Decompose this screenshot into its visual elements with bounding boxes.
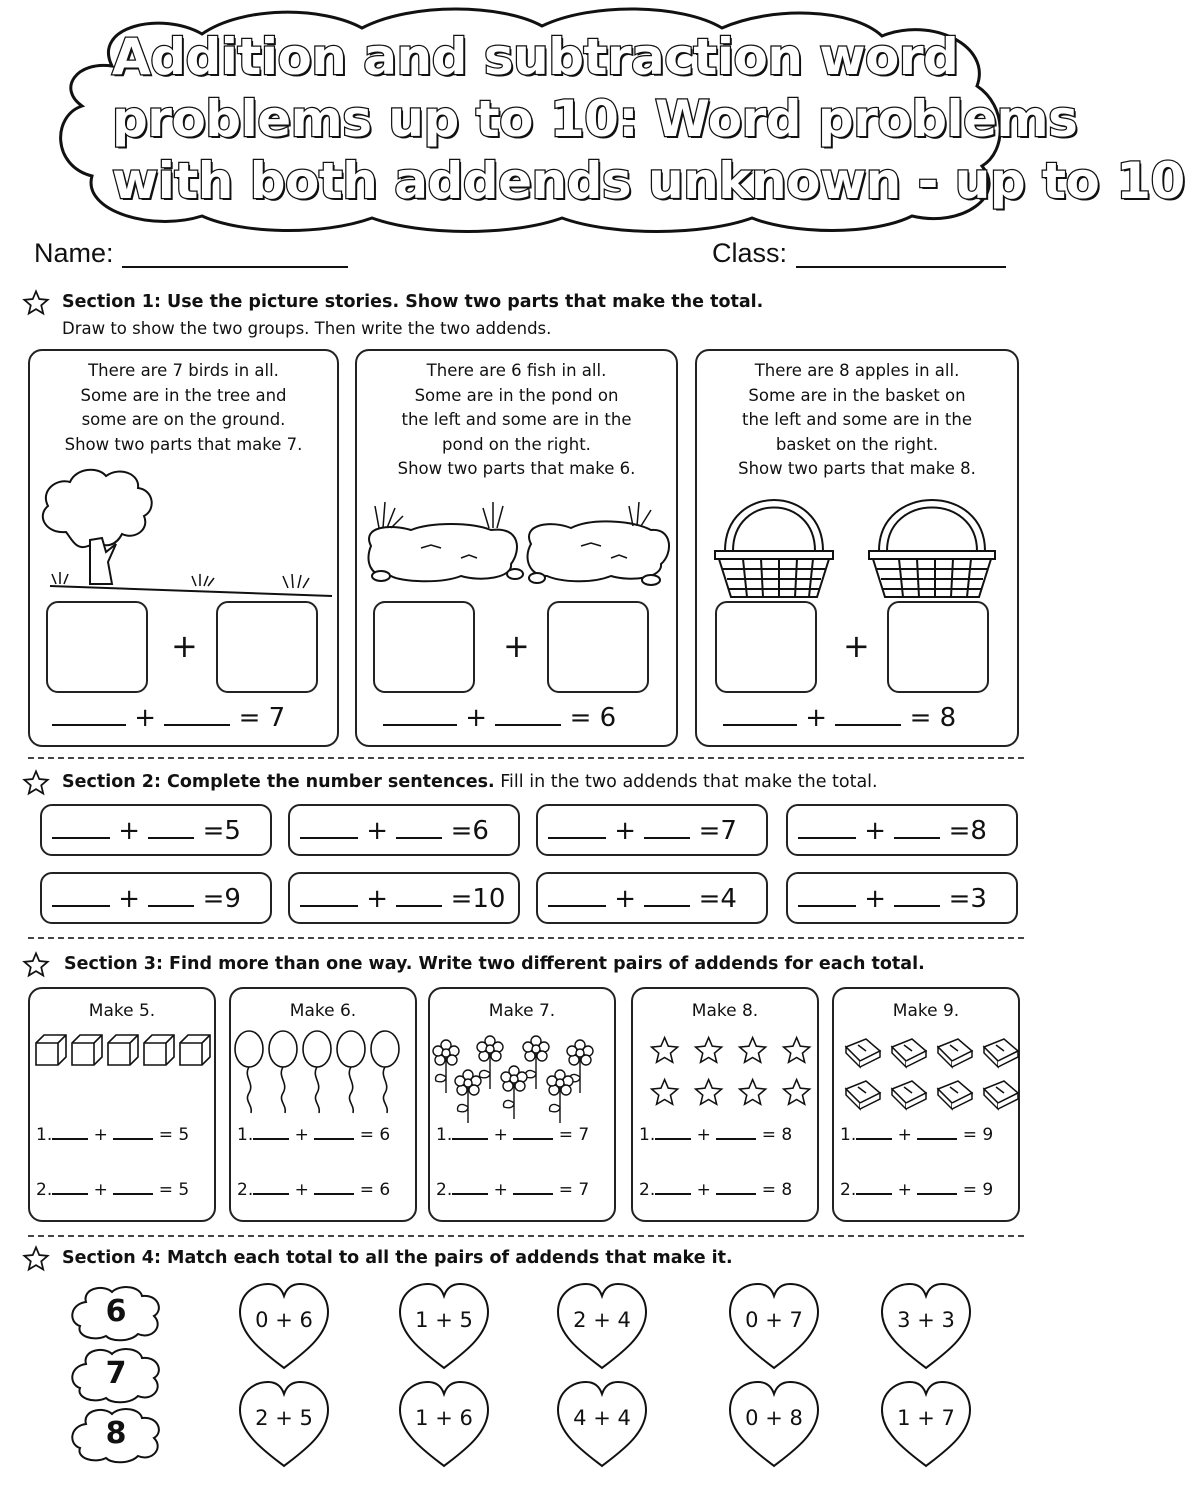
addend-blank-2[interactable]	[314, 1181, 354, 1195]
addend-blank-2[interactable]	[894, 885, 940, 907]
counting-picture	[233, 1029, 417, 1129]
star-icon	[784, 1038, 810, 1063]
make-card	[28, 987, 216, 1222]
addend-blank-2[interactable]	[148, 885, 194, 907]
book-icon	[984, 1081, 1018, 1109]
addend-blank-2[interactable]	[894, 817, 940, 839]
addend-pair: 0 + 7	[745, 1308, 803, 1332]
addend-blank-1[interactable]	[52, 704, 126, 726]
pair-row: 1. + = 6	[237, 1125, 391, 1145]
pair-row: 2. + = 7	[436, 1180, 590, 1200]
addend-blank-1[interactable]	[52, 1126, 88, 1140]
story-text: There are 6 fish in all. Some are in the pond on the left and some are in the pond on the right. Show two parts that make 6.	[397, 361, 636, 478]
book-icon	[938, 1081, 972, 1109]
make-card	[832, 987, 1020, 1222]
pair-row: 1. + = 5	[36, 1125, 190, 1145]
addend-blank-1[interactable]	[723, 704, 797, 726]
equation: + = 8	[723, 703, 956, 733]
star-icon	[22, 769, 50, 797]
total-number: 6	[105, 1294, 127, 1329]
addend-pair-heart[interactable]	[554, 1380, 650, 1470]
cube-icon	[144, 1035, 174, 1065]
star-icon	[784, 1080, 810, 1105]
sentence-total: 5	[224, 816, 241, 846]
addend-blank-2[interactable]	[314, 1126, 354, 1140]
number-sentence	[536, 872, 768, 924]
plus-sign: +	[503, 627, 530, 665]
make-card	[631, 987, 819, 1222]
number-sentence	[288, 804, 520, 856]
addend-pair-heart[interactable]	[878, 1282, 974, 1372]
counting-picture	[432, 1029, 616, 1129]
addend-pair: 3 + 3	[897, 1308, 955, 1332]
answer-box-left[interactable]	[373, 601, 475, 693]
section-1-heading: Section 1: Use the picture stories. Show two parts that make the total.	[62, 292, 764, 312]
answer-box-right[interactable]	[216, 601, 318, 693]
story-text: There are 7 birds in all. Some are in the tree and some are on the ground. Show two parts that make 7.	[64, 361, 303, 454]
story-card-apples	[695, 349, 1019, 747]
sentence-total: 10	[472, 884, 506, 914]
star-icon	[740, 1080, 766, 1105]
balloon-icon	[371, 1031, 399, 1113]
addend-blank-2[interactable]	[513, 1126, 553, 1140]
pair-row: 1. + = 9	[840, 1125, 994, 1145]
make-card	[428, 987, 616, 1222]
answer-box-right[interactable]	[887, 601, 989, 693]
pair-row: 2. + = 5	[36, 1180, 190, 1200]
two-ponds-picture	[361, 496, 675, 596]
total-number: 7	[105, 1356, 127, 1391]
addend-pair: 0 + 6	[255, 1308, 313, 1332]
name-label: Name:	[34, 238, 114, 268]
addend-blank-1[interactable]	[798, 885, 856, 907]
addend-blank-1[interactable]	[452, 1126, 488, 1140]
sentence-total: 7	[720, 816, 737, 846]
sentence-total: 4	[720, 884, 737, 914]
section-2-heading: Section 2: Complete the number sentences. Fill in the two addends that make the total.	[62, 772, 878, 792]
addend-blank-1[interactable]	[856, 1181, 892, 1195]
addend-blank-1[interactable]	[52, 885, 110, 907]
book-icon	[984, 1039, 1018, 1067]
addend-pair-heart[interactable]	[878, 1380, 974, 1470]
addend-blank-2[interactable]	[917, 1181, 957, 1195]
story-card-fish	[355, 349, 678, 747]
sentence-total: 9	[224, 884, 241, 914]
addend-blank-1[interactable]	[452, 1181, 488, 1195]
total-cloud[interactable]	[68, 1284, 164, 1342]
sentence-equation: + =4	[548, 884, 737, 914]
addend-pair-heart[interactable]	[554, 1282, 650, 1372]
addend-blank-2[interactable]	[113, 1181, 153, 1195]
sentence-equation: + =9	[52, 884, 241, 914]
pair-row: 2. + = 8	[639, 1180, 793, 1200]
sentence-equation: + =10	[300, 884, 505, 914]
section-divider	[28, 757, 1024, 759]
make-title: Make 5.	[88, 1001, 156, 1021]
book-icon	[938, 1039, 972, 1067]
addend-blank-2[interactable]	[644, 817, 690, 839]
addend-pair: 4 + 4	[573, 1406, 631, 1430]
counting-picture	[836, 1029, 1020, 1129]
cube-icon	[72, 1035, 102, 1065]
number-sentence	[288, 872, 520, 924]
make-title: Make 6.	[289, 1001, 357, 1021]
sentence-total: 6	[472, 816, 489, 846]
counting-picture	[32, 1029, 216, 1129]
addend-pair: 1 + 6	[415, 1406, 473, 1430]
equation: + = 7	[52, 703, 285, 733]
flower-icon	[523, 1036, 549, 1089]
addend-blank-2[interactable]	[917, 1126, 957, 1140]
sentence-equation: + =5	[52, 816, 241, 846]
flower-icon	[455, 1070, 481, 1123]
addend-blank-2[interactable]	[164, 704, 230, 726]
balloon-icon	[303, 1031, 331, 1113]
pair-row: 1. + = 7	[436, 1125, 590, 1145]
counting-picture	[635, 1029, 819, 1129]
plus-sign: +	[171, 627, 198, 665]
book-icon	[846, 1081, 880, 1109]
balloon-icon	[269, 1031, 297, 1113]
sentence-equation: + =7	[548, 816, 737, 846]
addend-blank-1[interactable]	[798, 817, 856, 839]
sentence-total: 3	[970, 884, 987, 914]
number-sentence	[40, 872, 272, 924]
sentence-equation: + =3	[798, 884, 987, 914]
number-sentence	[40, 804, 272, 856]
addend-blank-2[interactable]	[396, 817, 442, 839]
addend-blank-2[interactable]	[495, 704, 561, 726]
cube-icon	[36, 1035, 66, 1065]
class-field[interactable]	[796, 266, 1006, 268]
addend-blank-1[interactable]	[856, 1126, 892, 1140]
section-divider	[28, 1235, 1024, 1237]
addend-blank-1[interactable]	[253, 1126, 289, 1140]
addend-blank-1[interactable]	[655, 1181, 691, 1195]
book-icon	[892, 1039, 926, 1067]
addend-blank-1[interactable]	[300, 817, 358, 839]
number-sentence	[786, 804, 1018, 856]
addend-blank-2[interactable]	[513, 1181, 553, 1195]
class-label: Class:	[712, 238, 788, 268]
pair-row: 1. + = 8	[639, 1125, 793, 1145]
story-card-birds	[28, 349, 339, 747]
addend-blank-2[interactable]	[148, 817, 194, 839]
addend-pair-heart[interactable]	[236, 1282, 332, 1372]
addend-blank-2[interactable]	[716, 1181, 756, 1195]
story-text: There are 8 apples in all. Some are in the basket on the left and some are in the basket on the right. Show two parts that make 8.	[738, 361, 976, 478]
addend-pair-heart[interactable]	[726, 1380, 822, 1470]
section-1-subtext: Draw to show the two groups. Then write the two addends.	[62, 319, 552, 338]
title-line-3: with both addends unknown - up to 10	[112, 152, 1185, 210]
addend-blank-1[interactable]	[52, 817, 110, 839]
title-banner	[52, 6, 1185, 232]
balloon-icon	[235, 1031, 263, 1113]
addend-pair-heart[interactable]	[236, 1380, 332, 1470]
addend-blank-2[interactable]	[835, 704, 901, 726]
addend-blank-1[interactable]	[52, 1181, 88, 1195]
addend-blank-2[interactable]	[113, 1126, 153, 1140]
section-3-heading: Section 3: Find more than one way. Write two different pairs of addends for each total.	[64, 954, 925, 974]
book-icon	[846, 1039, 880, 1067]
addend-blank-2[interactable]	[396, 885, 442, 907]
answer-box-right[interactable]	[547, 601, 649, 693]
star-icon	[22, 289, 50, 317]
two-baskets-picture	[709, 493, 1009, 599]
star-icon	[22, 951, 50, 979]
sentence-equation: + =6	[300, 816, 489, 846]
addend-blank-1[interactable]	[548, 817, 606, 839]
addend-pair-heart[interactable]	[726, 1282, 822, 1372]
addend-pair: 1 + 7	[897, 1406, 955, 1430]
flower-icon	[501, 1066, 527, 1119]
name-field[interactable]	[122, 266, 348, 268]
star-icon	[740, 1038, 766, 1063]
book-icon	[892, 1081, 926, 1109]
star-icon	[696, 1080, 722, 1105]
addend-pair-heart[interactable]	[396, 1282, 492, 1372]
addend-blank-1[interactable]	[655, 1126, 691, 1140]
pair-row: 2. + = 6	[237, 1180, 391, 1200]
make-card	[229, 987, 417, 1222]
addend-blank-2[interactable]	[716, 1126, 756, 1140]
make-title: Make 7.	[488, 1001, 556, 1021]
addend-pair: 1 + 5	[415, 1308, 473, 1332]
addend-pair: 2 + 4	[573, 1308, 631, 1332]
addend-blank-1[interactable]	[383, 704, 457, 726]
addend-pair: 2 + 5	[255, 1406, 313, 1430]
sentence-equation: + =8	[798, 816, 987, 846]
equation: + = 6	[383, 703, 616, 733]
number-sentence	[536, 804, 768, 856]
addend-blank-1[interactable]	[253, 1181, 289, 1195]
answer-box-left[interactable]	[46, 601, 148, 693]
star-icon	[652, 1080, 678, 1105]
balloon-icon	[337, 1031, 365, 1113]
addend-pair: 0 + 8	[745, 1406, 803, 1430]
addend-blank-2[interactable]	[644, 885, 690, 907]
pair-row: 2. + = 9	[840, 1180, 994, 1200]
total-cloud[interactable]	[68, 1406, 164, 1464]
addend-blank-1[interactable]	[300, 885, 358, 907]
flower-icon	[433, 1040, 459, 1093]
make-title: Make 8.	[691, 1001, 759, 1021]
section-divider	[28, 937, 1024, 939]
section-4-heading: Section 4: Match each total to all the pairs of addends that make it.	[62, 1248, 733, 1268]
star-icon	[696, 1038, 722, 1063]
cube-icon	[108, 1035, 138, 1065]
title-line-1: Addition and subtraction word	[112, 28, 959, 86]
tree-ground-picture	[36, 466, 336, 601]
plus-sign: +	[843, 627, 870, 665]
answer-box-left[interactable]	[715, 601, 817, 693]
number-sentence	[786, 872, 1018, 924]
title-line-2: problems up to 10: Word problems	[112, 90, 1078, 148]
star-icon	[22, 1245, 50, 1273]
make-title: Make 9.	[892, 1001, 960, 1021]
cube-icon	[180, 1035, 210, 1065]
sentence-total: 8	[970, 816, 987, 846]
star-icon	[652, 1038, 678, 1063]
flower-icon	[547, 1070, 573, 1123]
total-number: 8	[105, 1416, 127, 1451]
addend-blank-1[interactable]	[548, 885, 606, 907]
total-cloud[interactable]	[68, 1346, 164, 1404]
addend-pair-heart[interactable]	[396, 1380, 492, 1470]
